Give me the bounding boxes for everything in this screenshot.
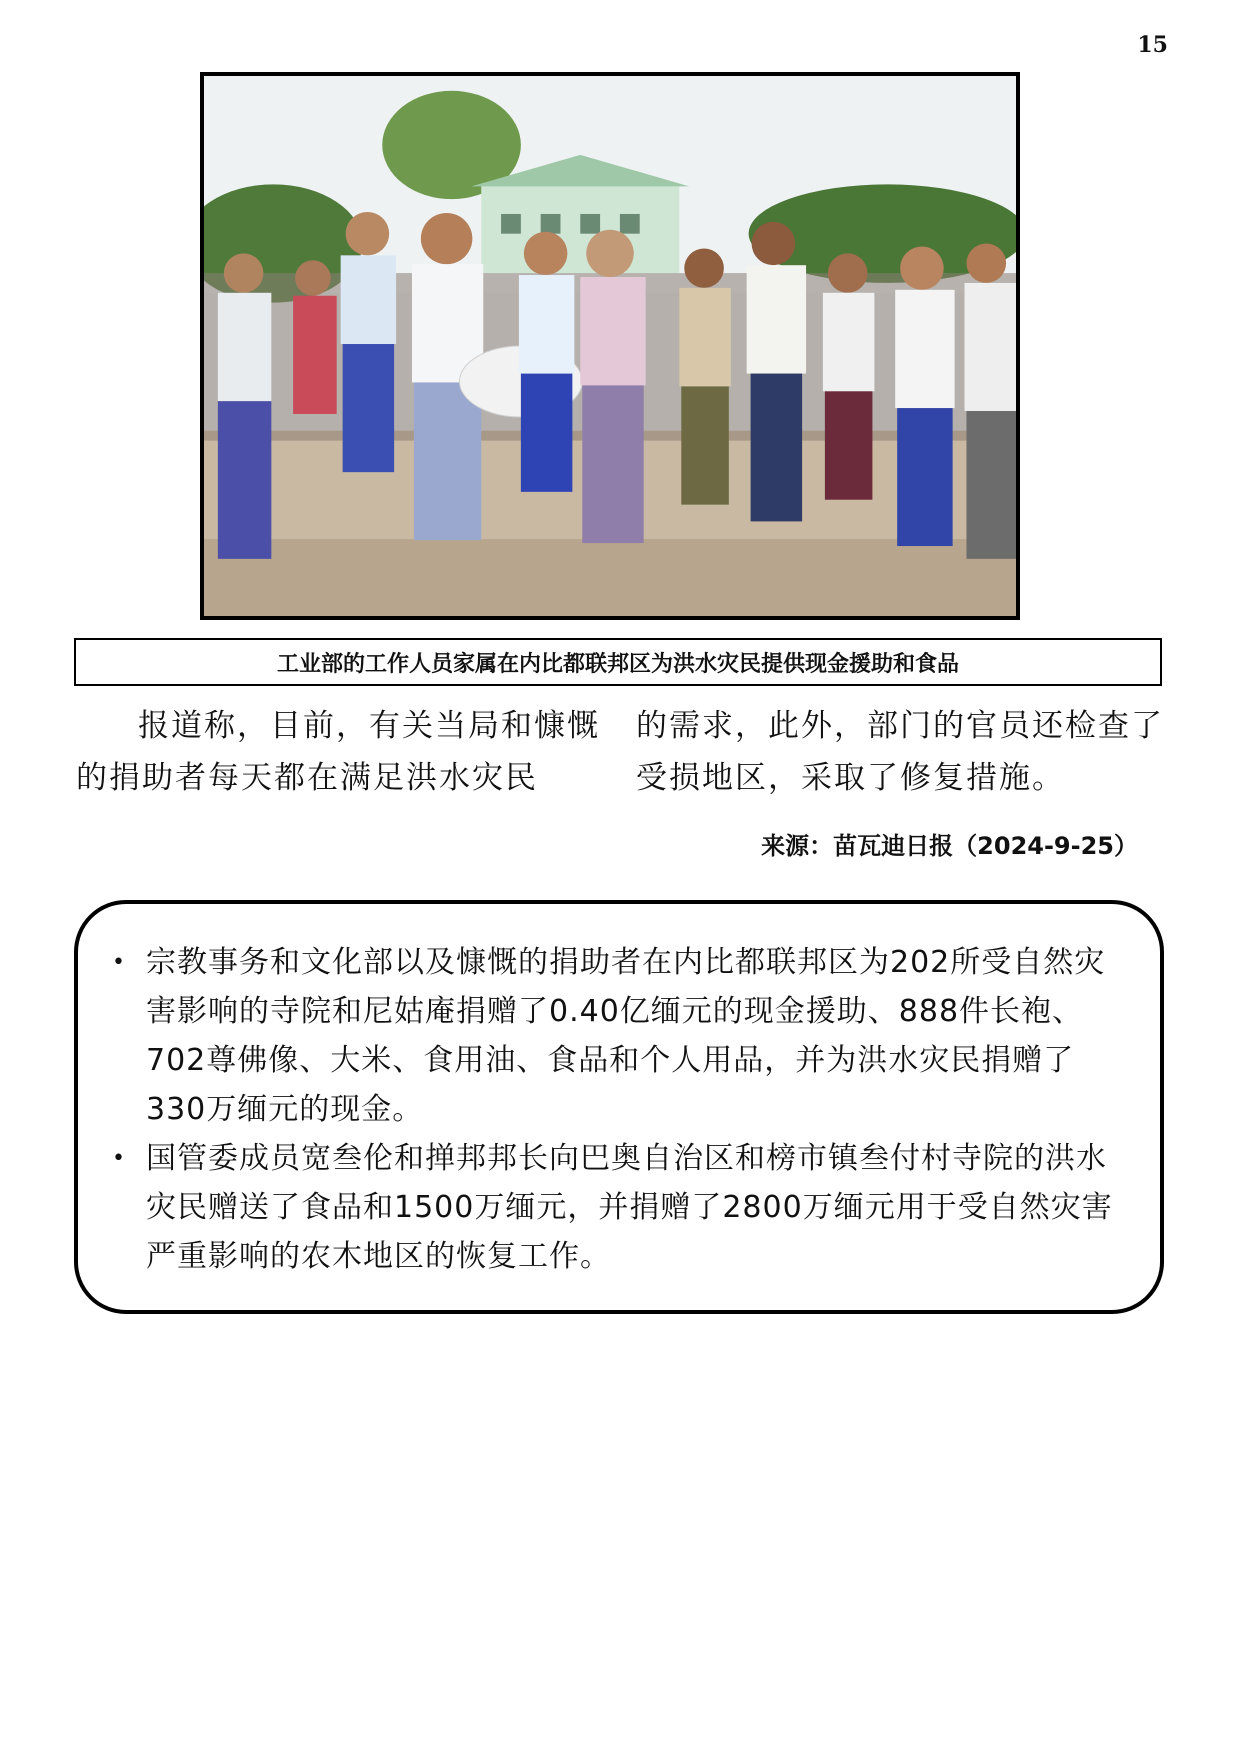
bullet-dot-icon: • bbox=[112, 950, 126, 975]
bullet-dot-icon: • bbox=[112, 1146, 126, 1171]
flood-aid-photo bbox=[200, 72, 1020, 620]
article-paragraph-right: 的需求，此外，部门的官员还检查了受损地区，采取了修复措施。 bbox=[636, 708, 1164, 796]
photo-caption: 工业部的工作人员家属在内比都联邦区为洪水灾民提供现金援助和食品 bbox=[74, 638, 1162, 686]
article-paragraph-left: 报道称，目前，有关当局和慷慨的捐助者每天都在满足洪水灾民 bbox=[76, 708, 600, 796]
page-number: 15 bbox=[1137, 32, 1168, 58]
bullet-item bbox=[106, 1134, 1130, 1281]
photo-illustration bbox=[204, 76, 1016, 616]
highlights-box bbox=[74, 900, 1164, 1314]
article-body bbox=[76, 700, 1166, 804]
source-citation: 来源：苗瓦迪日报（2024-9-25） bbox=[761, 832, 1138, 860]
article-column-right bbox=[636, 700, 1166, 804]
bullet-text: 宗教事务和文化部以及慷慨的捐助者在内比都联邦区为202所受自然灾害影响的寺院和尼姑庵捐赠了0.40亿缅元的现金援助、888件长袍、702尊佛像、大米、食用油、食品和个人用品，并为洪水灾民捐赠了330万缅元的现金。 bbox=[146, 945, 1106, 1127]
bullet-text: 国管委成员宽叁伦和掸邦邦长向巴奥自治区和榜市镇叁付村寺院的洪水灾民赠送了食品和1500万缅元，并捐赠了2800万缅元用于受自然灾害严重影响的农木地区的恢复工作。 bbox=[146, 1141, 1113, 1274]
article-column-left bbox=[76, 700, 606, 804]
bullet-item bbox=[106, 938, 1130, 1134]
